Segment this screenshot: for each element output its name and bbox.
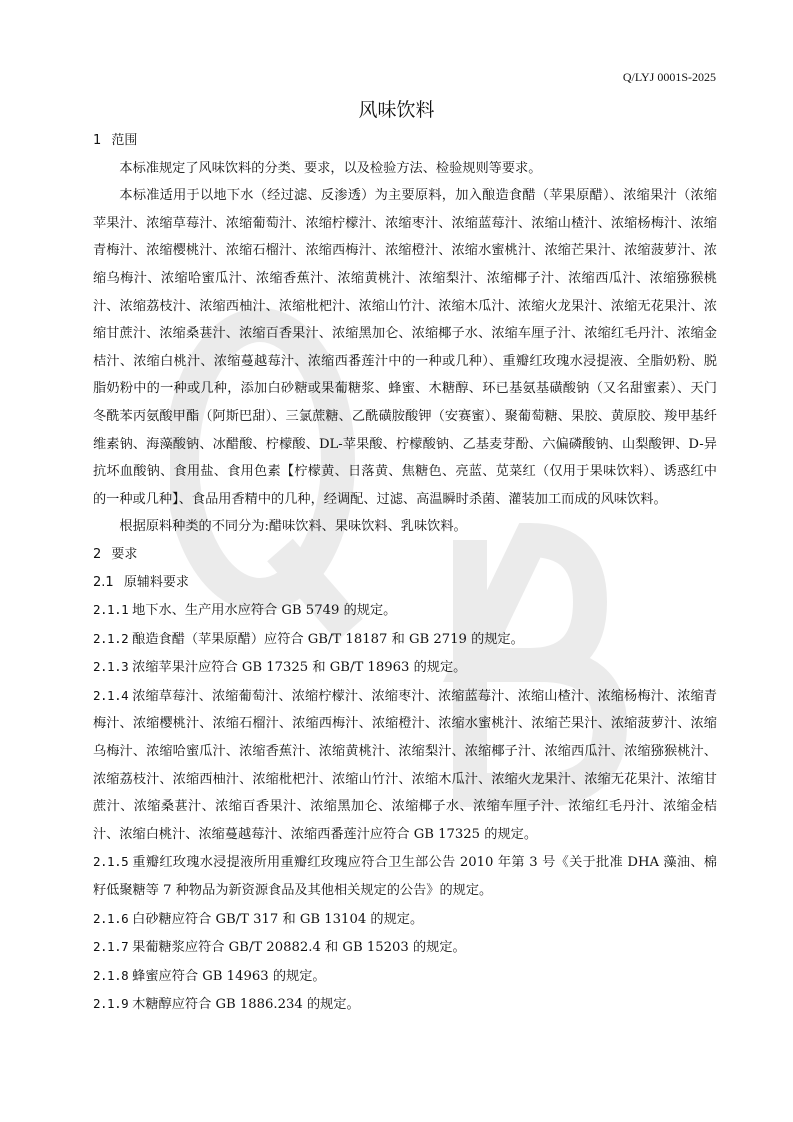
clause-text: 木糖醇应符合 GB 1886.234 的规定。 bbox=[132, 997, 360, 1013]
section-1-number: 1 bbox=[93, 133, 102, 148]
clause-item bbox=[93, 596, 717, 625]
scope-paragraph-3: 根据原料种类的不同分为:醋味饮料、果味饮料、乳味饮料。 bbox=[119, 519, 467, 535]
clause-text: 蜂蜜应符合 GB 14963 的规定。 bbox=[132, 968, 326, 984]
subsection-2-1-heading bbox=[93, 569, 717, 597]
clause-text: 重瓣红玫瑰水浸提液所用重瓣红玫瑰应符合卫生部公告 2010 年第 3 号《关于批准 DHA 藻油、棉籽低聚糖等 7 种物品为新资源食品及其他相关规定的公告》的规定。 bbox=[93, 855, 717, 899]
clause-text: 酿造食醋（苹果原醋）应符合 GB/T 18187 和 GB 2719 的规定。 bbox=[132, 631, 524, 647]
clause-number: 2.1.1 bbox=[93, 602, 129, 618]
clause-text: 果葡糖浆应符合 GB/T 20882.4 和 GB 15203 的规定。 bbox=[132, 940, 466, 956]
clause-item bbox=[93, 933, 717, 962]
clause-number: 2.1.7 bbox=[93, 939, 129, 955]
clause-number: 2.1.9 bbox=[93, 996, 129, 1012]
clause-number: 2.1.5 bbox=[93, 854, 129, 870]
scope-paragraph-1: 本标准规定了风味饮料的分类、要求，以及检验方法、检验规则等要求。 bbox=[119, 160, 542, 176]
clause-text: 地下水、生产用水应符合 GB 5749 的规定。 bbox=[132, 603, 397, 619]
clause-number: 2.1.8 bbox=[93, 967, 129, 983]
document-title: 风味饮料 bbox=[358, 99, 435, 121]
clause-item bbox=[93, 990, 717, 1019]
clause-text: 浓缩草莓汁、浓缩葡萄汁、浓缩柠檬汁、浓缩枣汁、浓缩蓝莓汁、浓缩山楂汁、浓缩杨梅汁、浓缩青梅汁、浓缩樱桃汁、浓缩石榴汁、浓缩西梅汁、浓缩橙汁、浓缩水蜜桃汁、浓缩芒果汁、浓缩菠萝汁、浓缩乌梅汁、浓缩哈蜜瓜汁、浓缩香蕉汁、浓缩黄桃汁、浓缩梨汁、浓缩椰子汁、浓缩西瓜汁、浓缩猕猴桃汁、浓缩荔枝汁、浓缩西柚汁、浓缩枇杷汁、浓缩山竹汁、浓缩木瓜汁、浓缩火龙果汁、浓缩无花果汁、浓缩甘蔗汁、浓缩桑葚汁、浓缩百香果汁、浓缩黑加仑、浓缩椰子水、浓缩车厘子汁、浓缩红毛丹汁、浓缩金桔汁、浓缩白桃汁、浓缩蔓越莓汁、浓缩西番莲汁应符合 GB 17325 的规定。 bbox=[93, 688, 717, 842]
clause-item bbox=[93, 625, 717, 654]
subsection-2-1-title: 原辅料要求 bbox=[123, 574, 189, 590]
clause-item bbox=[93, 653, 717, 682]
clause-item bbox=[93, 962, 717, 991]
clause-number: 2.1.6 bbox=[93, 910, 129, 926]
clause-text: 白砂糖应符合 GB/T 317 和 GB 13104 的规定。 bbox=[132, 911, 424, 927]
clause-text: 浓缩苹果汁应符合 GB 17325 和 GB/T 18963 的规定。 bbox=[132, 660, 467, 676]
document-body bbox=[93, 127, 717, 1019]
document-code: Q/LYJ 0001S-2025 bbox=[622, 70, 716, 84]
clause-item bbox=[93, 848, 717, 904]
section-2-heading bbox=[93, 541, 717, 569]
subsection-2-1-number: 2.1 bbox=[93, 574, 114, 590]
clause-item bbox=[93, 682, 717, 849]
section-2-title: 要求 bbox=[111, 546, 138, 562]
clause-number: 2.1.2 bbox=[93, 630, 129, 646]
clause-number: 2.1.4 bbox=[93, 687, 129, 703]
section-1-title: 范围 bbox=[111, 133, 138, 148]
scope-paragraph-2: 本标准适用于以地下水（经过滤、反渗透）为主要原料，加入酿造食醋（苹果原醋）、浓缩果汁（浓缩苹果汁、浓缩草莓汁、浓缩葡萄汁、浓缩柠檬汁、浓缩枣汁、浓缩蓝莓汁、浓缩山楂汁、浓缩杨梅汁、浓缩青梅汁、浓缩樱桃汁、浓缩石榴汁、浓缩西梅汁、浓缩橙汁、浓缩水蜜桃汁、浓缩芒果汁、浓缩菠萝汁、浓缩乌梅汁、浓缩哈蜜瓜汁、浓缩香蕉汁、浓缩黄桃汁、浓缩梨汁、浓缩椰子汁、浓缩西瓜汁、浓缩猕猴桃汁、浓缩荔枝汁、浓缩西柚汁、浓缩枇杷汁、浓缩山竹汁、浓缩木瓜汁、浓缩火龙果汁、浓缩无花果汁、浓缩甘蔗汁、浓缩桑葚汁、浓缩百香果汁、浓缩黑加仑、浓缩椰子水、浓缩车厘子汁、浓缩红毛丹汁、浓缩金桔汁、浓缩白桃汁、浓缩蔓越莓汁、浓缩西番莲汁中的一种或几种）、重瓣红玫瑰水浸提液、全脂奶粉、脱脂奶粉中的一种或几种，添加白砂糖或果葡糖浆、蜂蜜、木糖醇、环已基氨基磺酸钠（又名甜蜜素）、天门冬酰苯丙氨酸甲酯（阿斯巴甜）、三氯蔗糖、乙酰磺胺酸钾（安赛蜜）、聚葡萄糖、果胶、黄原胶、羧甲基纤维素钠、海藻酸钠、冰醋酸、柠檬酸、DL-苹果酸、柠檬酸钠、乙基麦芽酚、六偏磷酸钠、山梨酸钾、D-异抗坏血酸钠、食用盐、食用色素【柠檬黄、日落黄、焦糖色、亮蓝、苋菜红（仅用于果味饮料）、诱惑红中的一种或几种】、食品用香精中的几种，经调配、过滤、高温瞬时杀菌、灌装加工而成的风味饮料。 bbox=[93, 188, 717, 507]
section-2-number: 2 bbox=[93, 546, 102, 562]
clause-number: 2.1.3 bbox=[93, 659, 129, 675]
section-1-heading bbox=[93, 127, 717, 155]
clause-item bbox=[93, 905, 717, 934]
